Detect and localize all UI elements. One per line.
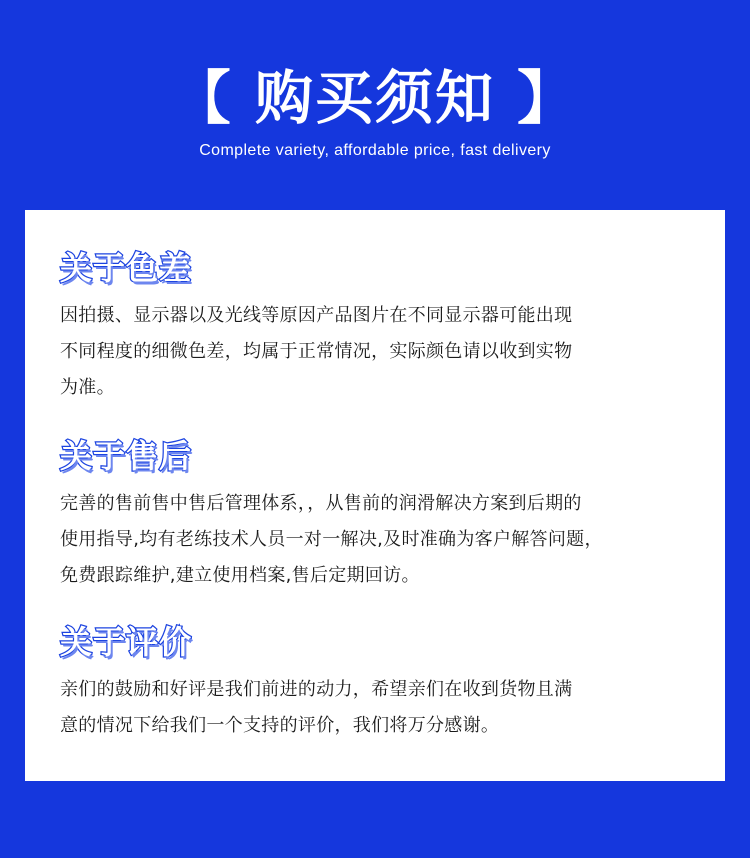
notice-card (25, 210, 725, 781)
body-line: 因拍摄、显示器以及光线等原因产品图片在不同显示器可能出现 (60, 305, 573, 326)
body-line: 意的情况下给我们一个支持的评价，我们将万分感谢。 (60, 715, 500, 736)
section-title-reviews: 关于评价 (60, 623, 193, 661)
section-after-sales (60, 436, 680, 594)
body-line: 免费跟踪维护,建立使用档案,售后定期回访。 (60, 565, 420, 586)
page-subtitle: Complete variety, affordable price, fast delivery (199, 142, 551, 159)
body-line: 完善的售前售中售后管理体系，，从售前的润滑解决方案到后期的 (60, 493, 582, 514)
body-line: 不同程度的细微色差，均属于正常情况，实际颜色请以收到实物 (60, 341, 573, 362)
section-body-reviews (60, 672, 680, 744)
section-body-color-difference (60, 298, 680, 406)
section-reviews (60, 622, 680, 744)
body-line: 亲们的鼓励和好评是我们前进的动力，希望亲们在收到货物且满 (60, 679, 573, 700)
page-title: 【 购买须知 】 (172, 64, 578, 132)
section-color-difference (60, 248, 680, 406)
section-title-color-difference: 关于色差 (60, 249, 193, 287)
body-line: 为准。 (60, 377, 115, 398)
header (0, 0, 750, 200)
section-body-after-sales (60, 486, 680, 594)
section-title-after-sales: 关于售后 (60, 437, 193, 475)
body-line: 使用指导,均有老练技术人员一对一解决,及时准确为客户解答问题， (60, 529, 603, 550)
